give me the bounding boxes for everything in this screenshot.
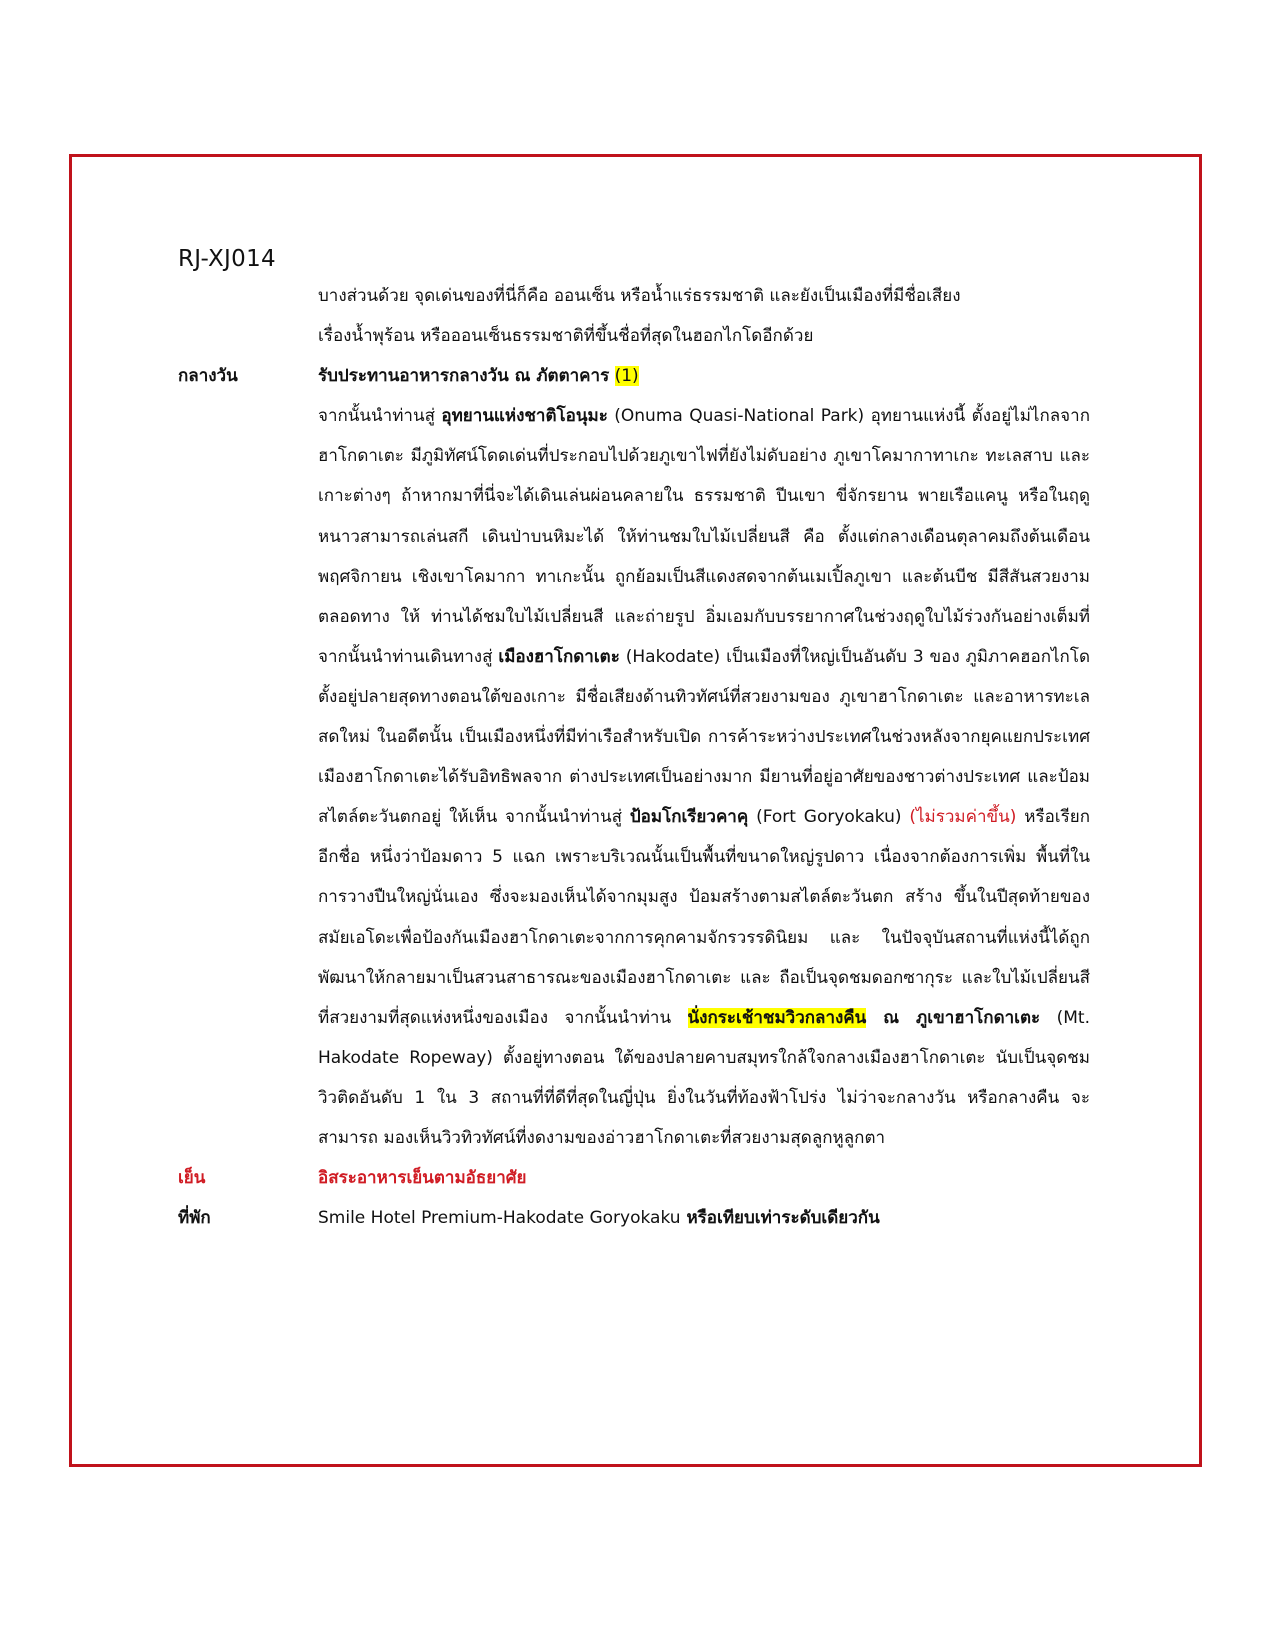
tour-code: RJ-XJ014 (178, 246, 276, 272)
detail-row (178, 396, 1090, 1158)
itinerary-body (178, 276, 1090, 1238)
lunch-title: รับประทานอาหารกลางวัน ณ ภัตตาคาร (318, 366, 610, 387)
detail-paragraph: จากนั้นนำท่านสู่ อุทยานแห่งชาติโอนุมะ (Onuma Quasi-National Park) อุทยานแห่งนี้ ตั้งอยู่ไม่ไกลจากฮาโกดาเตะ มีภูมิทัศน์โดดเด่นที่ประกอบไปด้วยภูเขาไฟที่ยังไม่ดับอย่าง ภูเขาโคมากาทาเกะ ทะเลสาบ และเกาะต่างๆ ถ้าหากมาที่นี่จะได้เดินเล่นผ่อนคลายใน ธรรมชาติ ปีนเขา ขี่จักรยาน พายเรือแคนู หรือในฤดูหนาวสามารถเล่นสกี เดินป่าบนหิมะได้ ให้ท่านชมใบไม้เปลี่ยนสี คือ ตั้งแต่กลางเดือนตุลาคมถึงต้นเดือนพฤศจิกายน เชิงเขาโคมากา ทาเกะนั้น ถูกย้อมเป็นสีแดงสดจากต้นเมเปิ้ลภูเขา และต้นบีช มีสีสันสวยงามตลอดทาง ให้ ท่านได้ชมใบไม้เปลี่ยนสี และถ่ายรูป อิ่มเอมกับบรรยากาศในช่วงฤดูใบไม้ร่วงกันอย่างเต็มที่ จากนั้นนำท่านเดินทางสู่ เมืองฮาโกดาเตะ (Hakodate) เป็นเมืองที่ใหญ่เป็นอันดับ 3 ของ ภูมิภาคฮอกไกโด ตั้งอยู่ปลายสุดทางตอนใต้ของเกาะ มีชื่อเสียงด้านทิวทัศน์ที่สวยงามของ ภูเขาฮาโกดาเตะ และอาหารทะเลสดใหม่ ในอดีตนั้น เป็นเมืองหนึ่งที่มีท่าเรือสำหรับเปิด การค้าระหว่างประเทศในช่วงหลังจากยุคแยกประเทศ เมืองฮาโกดาเตะได้รับอิทธิพลจาก ต่างประเทศเป็นอย่างมาก มียานที่อยู่อาศัยของชาวต่างประเทศ และป้อมสไตล์ตะวันตกอยู่ ให้เห็น จากนั้นนำท่านสู่ ป้อมโกเรียวคาคุ (Fort Goryokaku) (ไม่รวมค่าขึ้น) หรือเรียกอีกชื่อ หนึ่งว่าป้อมดาว 5 แฉก เพราะบริเวณนั้นเป็นพื้นที่ขนาดใหญ่รูปดาว เนื่องจากต้องการเพิ่ม พื้นที่ในการวางปืนใหญ่นั่นเอง ซึ่งจะมองเห็นได้จากมุมสูง ป้อมสร้างตามสไตล์ตะวันตก สร้าง ขึ้นในปีสุดท้ายของสมัยเอโดะเพื่อป้องกันเมืองฮาโกดาเตะจากการคุกคามจักรวรรดินิยม และ ในปัจจุบันสถานที่แห่งนี้ได้ถูกพัฒนาให้กลายมาเป็นสวนสาธารณะของเมืองฮาโกดาเตะ และ ถือเป็นจุดชมดอกซากุระ และใบไม้เปลี่ยนสีที่สวยงามที่สุดแห่งหนึ่งของเมือง จากนั้นนำท่าน นั่งกระเช้าชมวิวกลางคืน ณ ภูเขาฮาโกดาเตะ (Mt. Hakodate Ropeway) ตั้งอยู่ทางตอน ใต้ของปลายคาบสมุทรใกล้ใจกลางเมืองฮาโกดาเตะ นับเป็นจุดชมวิวติดอันดับ 1 ใน 3 สถานที่ที่ดีที่สุดในญี่ปุ่น ยิ่งในวันที่ท้องฟ้าโปร่ง ไม่ว่าจะกลางวัน หรือกลางคืน จะสามารถ มองเห็นวิวทิวทัศน์ที่งดงามของอ่าวฮาโกดาเตะที่สวยงามสุดลูกหูลูกตา (318, 406, 1091, 1148)
lunch-row (178, 356, 1090, 396)
city-name: เมืองฮาโกดาเตะ (498, 646, 620, 667)
park-name: อุทยานแห่งชาติโอนุมะ (441, 406, 608, 427)
hotel-label: ที่พัก (178, 1208, 211, 1229)
intro-row (178, 276, 1090, 356)
fort-name: ป้อมโกเรียวคาคุ (629, 807, 749, 828)
ropeway-highlight: นั่งกระเช้าชมวิวกลางคืน (687, 1007, 867, 1028)
hotel-name: Smile Hotel Premium-Hakodate Goryokaku (318, 1208, 681, 1229)
dinner-label: เย็น (178, 1168, 206, 1189)
dinner-row (178, 1158, 1090, 1198)
hotel-row (178, 1198, 1090, 1238)
dinner-text: อิสระอาหารเย็นตามอัธยาศัย (318, 1168, 527, 1189)
fort-note: (ไม่รวมค่าขึ้น) (909, 807, 1017, 828)
ropeway-location: ณ ภูเขาฮาโกดาเตะ (866, 1007, 1041, 1028)
meal-marker: (1) (614, 366, 639, 387)
intro-text: บางส่วนด้วย จุดเด่นของที่นี่ก็คือ ออนเซ็น หรือน้ำแร่ธรรมชาติ และยังเป็นเมืองที่มีชื่อเสียง เรื่องน้ำพุร้อน หรือออนเซ็นธรรมชาติที่ขึ้นชื่อที่สุดในฮอกไกโดอีกด้วย (318, 286, 961, 347)
hotel-suffix: หรือเทียบเท่าระดับเดียวกัน (680, 1208, 880, 1229)
lunch-label: กลางวัน (178, 366, 238, 387)
